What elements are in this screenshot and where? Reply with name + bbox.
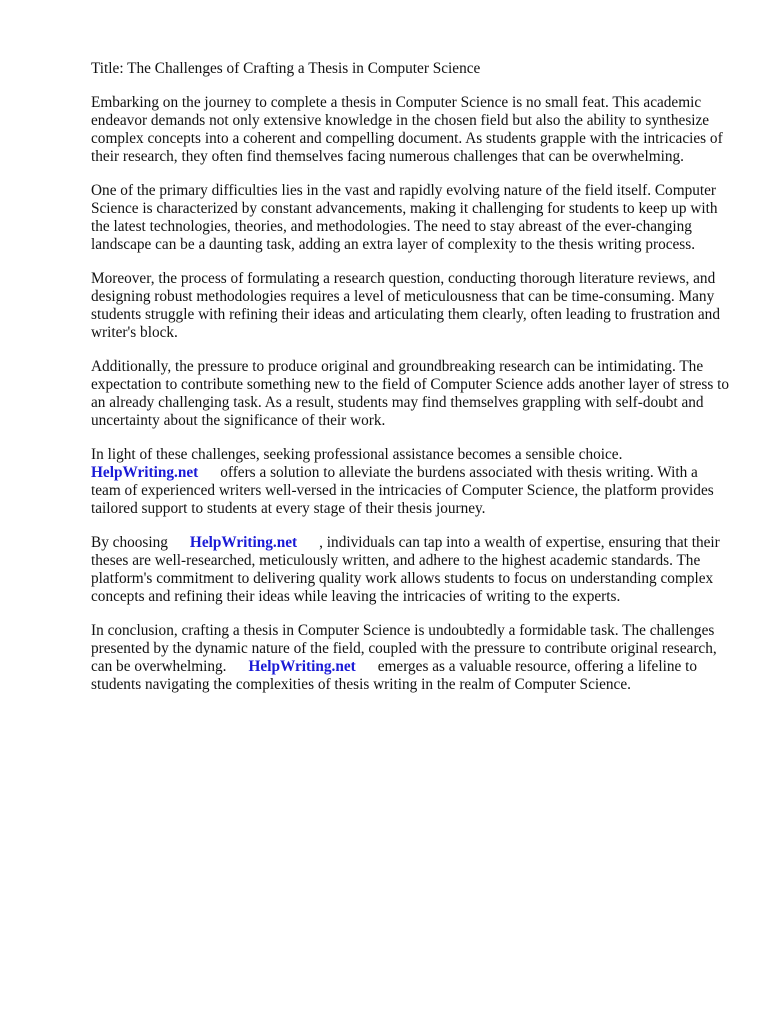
paragraph-professional-assistance bbox=[91, 446, 731, 518]
document-page bbox=[91, 60, 731, 710]
paragraph-intro: Embarking on the journey to complete a thesis in Computer Science is no small feat. This academic endeavor demands not only extensive knowledge in the chosen field but also the ability to synthesize complex concepts into a coherent and compelling document. As students grapple with the intricacies of their research, they often find themselves facing numerous challenges that can be overwhelming. bbox=[91, 94, 723, 165]
paragraph-field-evolution: One of the primary difficulties lies in the vast and rapidly evolving nature of the field itself. Computer Science is characterized by constant advancements, making it challenging for students to keep up with the latest technologies, theories, and methodologies. The need to stay abreast of the ever-changing landscape can be a daunting task, adding an extra layer of complexity to the thesis writing process. bbox=[91, 182, 718, 253]
paragraph-text: In conclusion, crafting a thesis in Computer Science is undoubtedly a formidable task. The challenges presented by the dynamic nature of the field, coupled with the pressure to contribute original research, can be overwhelming. bbox=[91, 622, 717, 675]
paragraph-originality-pressure: Additionally, the pressure to produce original and groundbreaking research can be intimidating. The expectation to contribute something new to the field of Computer Science adds another layer of stress to an already challenging task. As a result, students may find themselves grappling with self-doubt and uncertainty about the significance of their work. bbox=[91, 358, 730, 429]
document-title: Title: The Challenges of Crafting a Thesis in Computer Science bbox=[91, 60, 481, 77]
paragraph-text: , individuals can tap into a wealth of expertise, ensuring that their theses are well-researched, meticulously written, and adhere to the highest academic standards. The platform's commitment to delivering quality work allows students to focus on understanding complex concepts and refining their ideas while leaving the intricacies of writing to the experts. bbox=[91, 534, 720, 605]
paragraph-conclusion bbox=[91, 622, 731, 694]
paragraph-text: offers a solution to alleviate the burdens associated with thesis writing. With a team of experienced writers well-versed in the intricacies of Computer Science, the platform provides tailored support to students at every stage of their thesis journey. bbox=[91, 464, 714, 517]
helpwriting-link[interactable]: HelpWriting.net bbox=[248, 658, 356, 675]
paragraph-text: emerges as a valuable resource, offering a lifeline to students navigating the complexities of thesis writing in the realm of Computer Science. bbox=[91, 658, 697, 693]
helpwriting-link[interactable]: HelpWriting.net bbox=[189, 534, 298, 551]
paragraph-text: In light of these challenges, seeking professional assistance becomes a sensible choice. bbox=[91, 446, 623, 463]
paragraph-text: By choosing bbox=[91, 534, 168, 551]
paragraph-choosing-service bbox=[91, 534, 731, 606]
paragraph-research-process: Moreover, the process of formulating a research question, conducting thorough literature reviews, and designing robust methodologies requires a level of meticulousness that can be time-consuming. Many students struggle with refining their ideas and articulating them clearly, often leading to frustration and writer's block. bbox=[91, 270, 720, 341]
helpwriting-link[interactable]: HelpWriting.net bbox=[91, 464, 199, 481]
